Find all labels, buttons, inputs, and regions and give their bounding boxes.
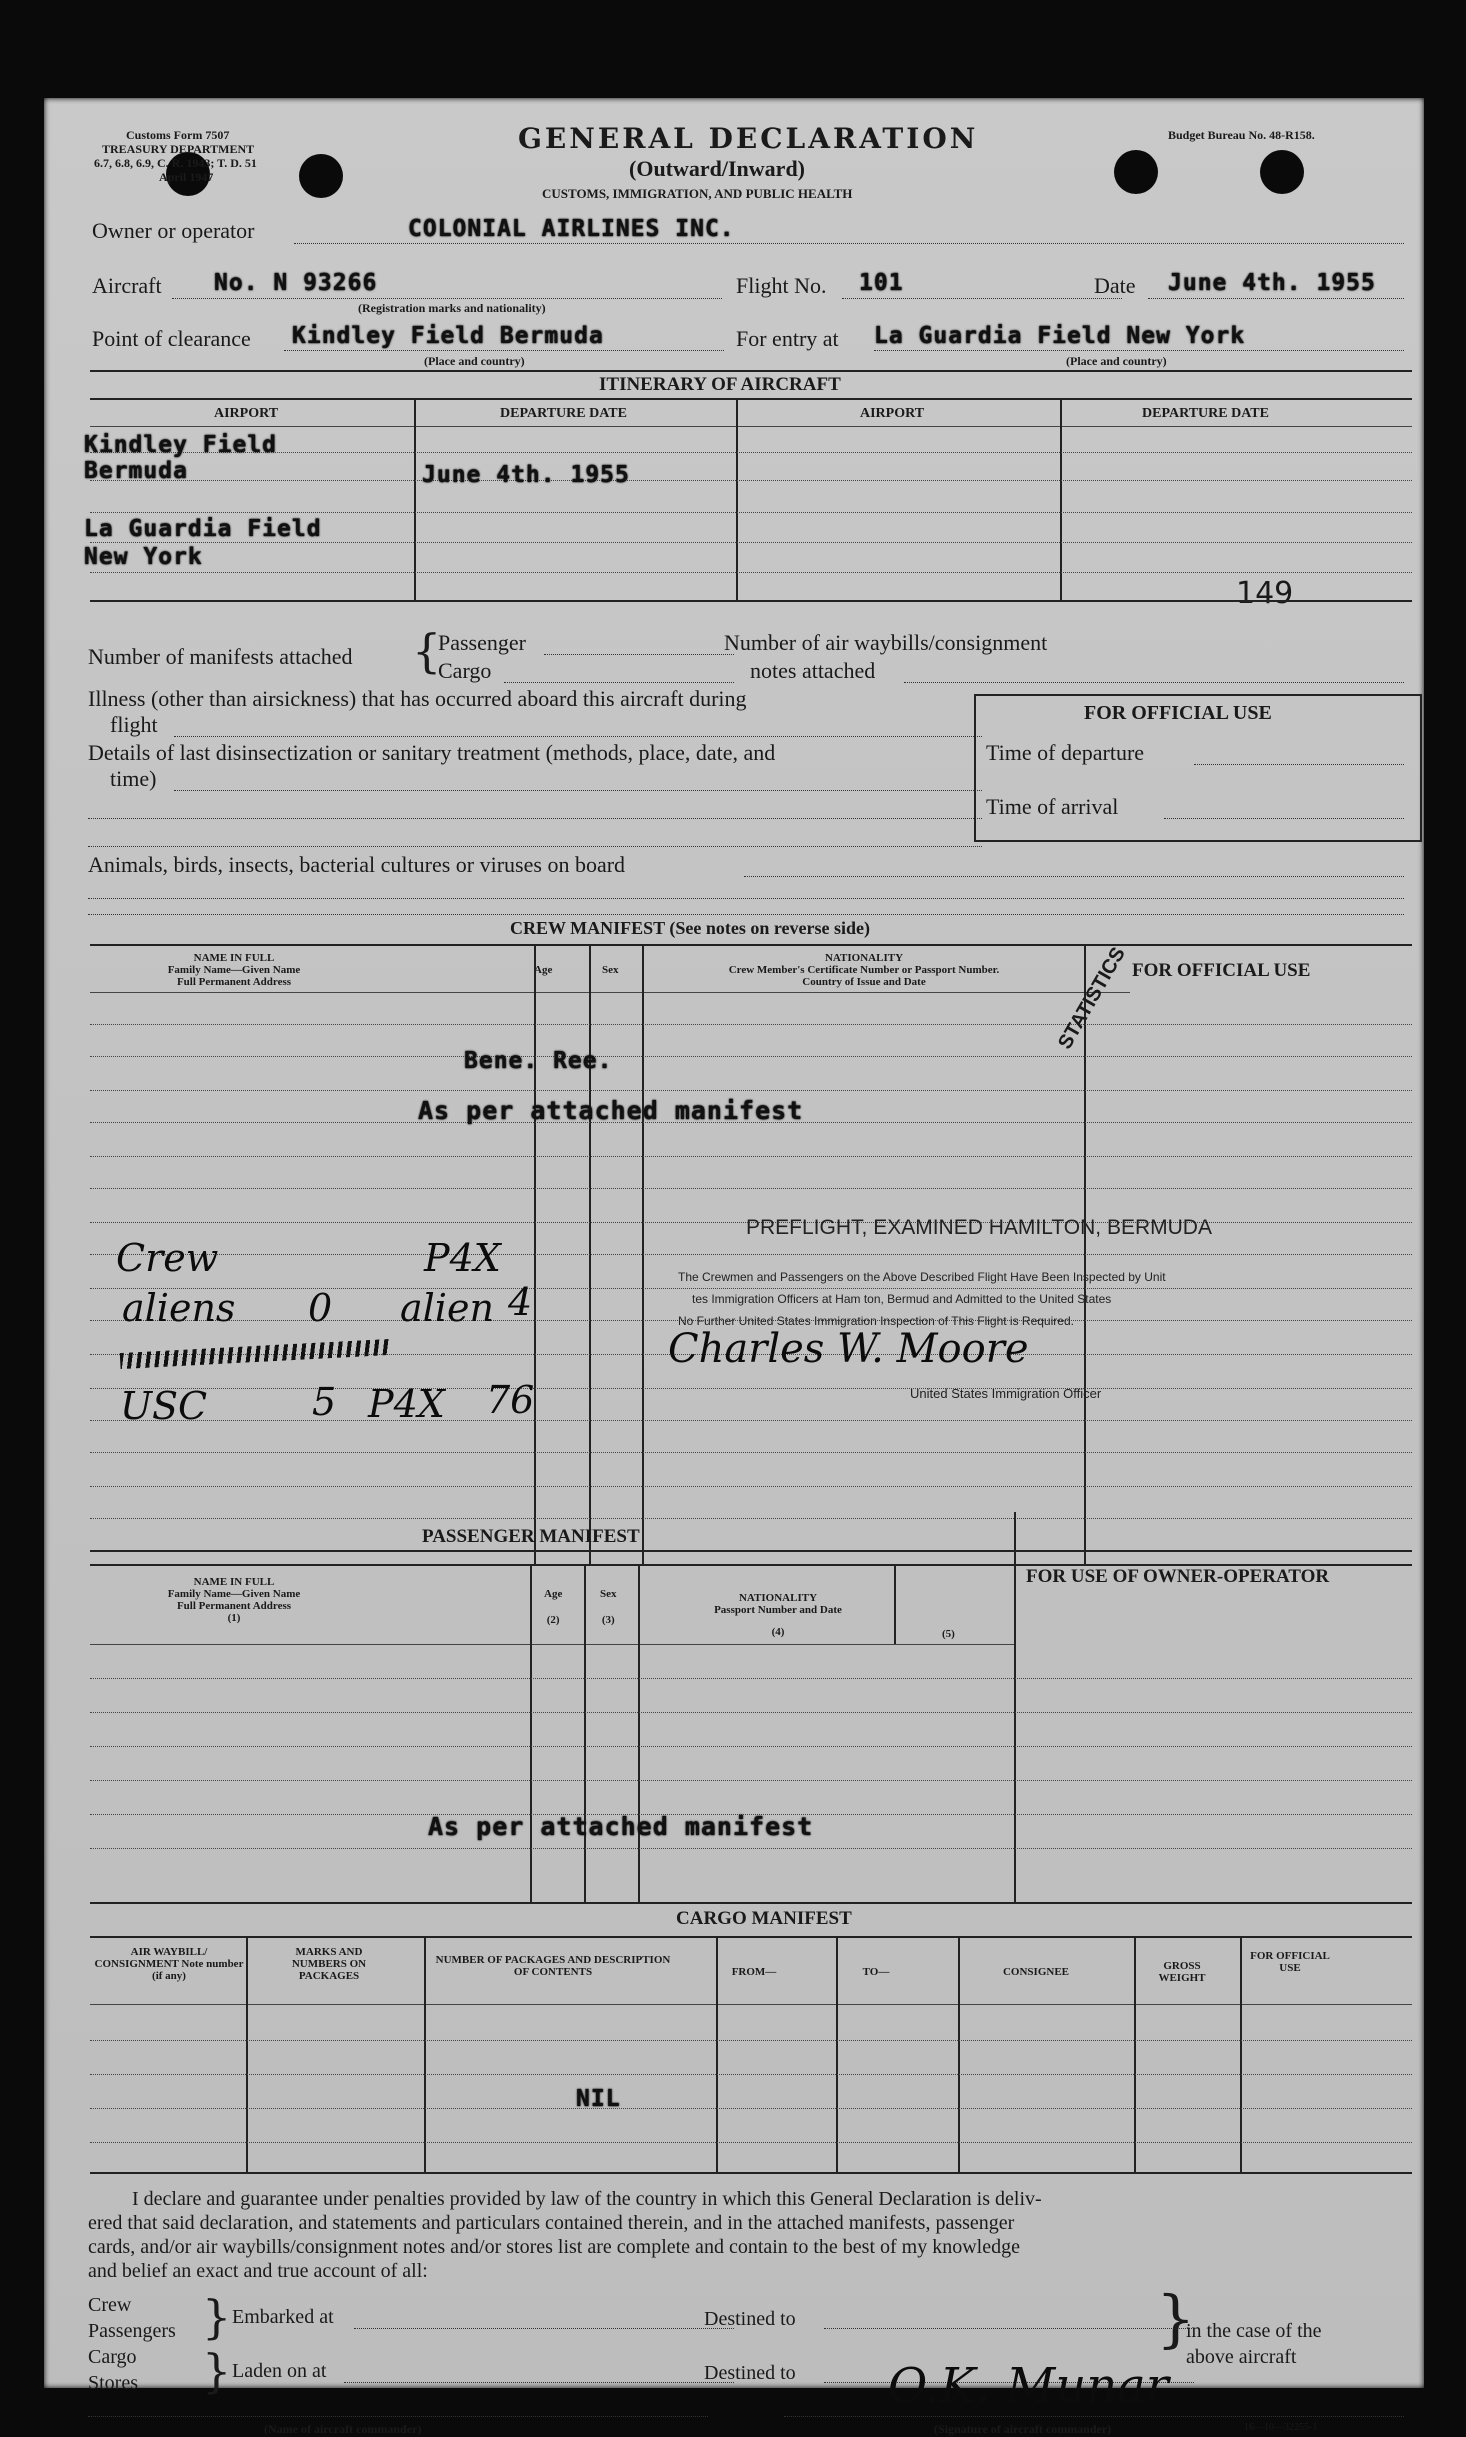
cargo-col-weight: GROSS WEIGHT [1158, 1960, 1206, 1984]
passengers-label: Passengers [88, 2320, 176, 2342]
budget-number: Budget Bureau No. 48-R158. [1168, 128, 1315, 142]
clearance-note: (Place and country) [424, 354, 525, 368]
illness-label-2: flight [110, 712, 158, 737]
commander-signature: O.K. Munar [888, 2358, 1169, 2414]
case-label-2: above aircraft [1186, 2346, 1297, 2368]
crew-official-use: FOR OFFICIAL USE [1132, 960, 1311, 981]
form-number: Customs Form 7507 [126, 128, 230, 142]
cargo-col-packages: NUMBER OF PACKAGES AND DESCRIPTION OF CONTENTS [435, 1954, 671, 1978]
date-label: Date [1094, 273, 1136, 298]
crew-typed-manifest: As per attached manifest [418, 1096, 804, 1125]
passenger-col-name: NAME IN FULL Family Name—Given Name Full Permanent Address (1) [167, 1576, 301, 1624]
declaration-text: and belief an exact and true account of all: [88, 2260, 428, 2282]
cargo-col-from: FROM— [731, 1966, 777, 1978]
itinerary-col: DEPARTURE DATE [1142, 406, 1269, 421]
itinerary-airport: Bermuda [84, 458, 188, 484]
itinerary-airport: Kindley Field [84, 432, 278, 458]
punch-hole [1260, 150, 1304, 194]
passenger-col-5: (5) [942, 1628, 955, 1640]
itinerary-col: AIRPORT [214, 406, 279, 421]
handwritten-note: Crew [116, 1236, 219, 1280]
itinerary-departure: June 4th. 1955 [422, 462, 630, 488]
passenger-manifest-title: PASSENGER MANIFEST [422, 1526, 640, 1547]
flight-value: 101 [859, 270, 904, 296]
cargo-col-to: TO— [862, 1966, 890, 1978]
cargo-manifest-title: CARGO MANIFEST [676, 1908, 852, 1929]
waybills-label: Number of air waybills/consignment [724, 630, 1048, 655]
owner-value: COLONIAL AIRLINES INC. [408, 216, 735, 242]
itinerary-airport: New York [84, 544, 203, 570]
passenger-col-age: Age (2) [544, 1588, 563, 1626]
time-arrival-label: Time of arrival [986, 794, 1119, 819]
waybills-label-2: notes attached [750, 658, 876, 683]
animals-label: Animals, birds, insects, bacterial cultures or viruses on board [88, 852, 626, 877]
laden-label: Laden on at [232, 2360, 327, 2382]
officer-label: United States Immigration Officer [910, 1386, 1102, 1401]
handwritten-note: aliens [122, 1286, 236, 1330]
handwritten-note: P4X [424, 1236, 501, 1280]
punch-hole [1114, 150, 1158, 194]
flight-label: Flight No. [736, 273, 827, 298]
date-value: June 4th. 1955 [1168, 270, 1376, 296]
disinsect-label: Details of last disinsectization or sanitary treatment (methods, place, date, and [88, 740, 776, 765]
entry-label: For entry at [736, 326, 839, 351]
illness-label: Illness (other than airsickness) that has occurred aboard this aircraft during [88, 686, 747, 711]
crew-manifest-title: CREW MANIFEST (See notes on reverse side) [510, 918, 870, 938]
handwritten-note: alien [400, 1286, 494, 1330]
cargo-col-official: FOR OFFICIAL USE [1250, 1950, 1330, 1974]
handwritten-note: 0 [308, 1286, 333, 1330]
disinsect-label-2: time) [110, 766, 157, 791]
itinerary-col: AIRPORT [860, 406, 925, 421]
stamp-line-3: No Further United States Immigration Inspection of This Flight is Required. [678, 1314, 1074, 1328]
stamp-line-2: tes Immigration Officers at Ham ton, Bermud and Admitted to the United States [692, 1292, 1112, 1306]
destined-label: Destined to [704, 2362, 796, 2384]
regulations: 6.7, 6.8, 6.9, C. R. 1943; T. D. 51 [94, 156, 257, 170]
stamp-number: 149 [1236, 576, 1294, 611]
declaration-text: I declare and guarantee under penalties provided by law of the country in which this General Declaration is deliv- [132, 2188, 1042, 2210]
entry-note: (Place and country) [1066, 354, 1167, 368]
passenger-col-sex: Sex (3) [600, 1588, 617, 1626]
handwritten-note: 5 [312, 1380, 337, 1424]
form-title: GENERAL DECLARATION [518, 122, 979, 155]
itinerary-col: DEPARTURE DATE [500, 406, 627, 421]
crew-typed-note: Bene. Ree. [464, 1048, 613, 1074]
cargo-col-waybill: AIR WAYBILL/ CONSIGNMENT Note number (if any) [94, 1946, 244, 1982]
cargo-label-decl: Cargo [88, 2346, 137, 2368]
stores-label: Stores [88, 2372, 138, 2394]
official-use-title: FOR OFFICIAL USE [1084, 702, 1272, 724]
embarked-label: Embarked at [232, 2306, 334, 2328]
commander-signature-label: (Signature of aircraft commander) [934, 2422, 1112, 2436]
entry-value: La Guardia Field New York [874, 323, 1246, 349]
aircraft-value: No. N 93266 [214, 270, 378, 296]
destined-label: Destined to [704, 2308, 796, 2330]
time-departure-label: Time of departure [986, 740, 1145, 765]
itinerary-title: ITINERARY OF AIRCRAFT [599, 374, 841, 395]
cargo-typed-nil: NIL [576, 2086, 621, 2112]
stamp-line-1: The Crewmen and Passengers on the Above Described Flight Have Been Inspected by Unit [678, 1270, 1166, 1284]
declaration-form: Customs Form 7507 TREASURY DEPARTMENT 6.7, 6.8, 6.9, C. R. 1943; T. D. 51 April 1947 GENERAL DECLARATION (Outward/Inward) CUSTOMS, IMMIGRATION, AND PUBLIC HEALTH Budget Bureau No. 48-R158. Owner or operator COLONIAL AIRLINES INC. Aircraft No. N 93266 (Registration marks and nationality) Flight No. 101 Date June 4th. 1955 Point of clearance Kindley Field Bermuda (Place and country) For entry at La Guardia Field New York (Place and country) ITINERARY OF AIRCRAFT AIRPORT DEPARTURE DATE AIRPORT DEPARTURE DATE Kindley Field Bermuda June 4th. 1955 La Guardia Field New York 149 Number of manifests attached { Passenger Cargo Number of air waybills/consignment notes attached Illness (other than airsickness) that has occurred aboard this aircraft during flight Details of last disinsectization or sanitary treatment (methods, place, date, and time) FOR OFFICIAL USE Time of departure Time of arrival Animals, birds, insects, bacterial cultures or viruses on board CREW MANIFEST (See notes on reverse side) NAME IN FULL Family Name—Given Name Full Permanent Address Age Sex NATIONALITY Crew Member's Certificate Number or Passport Number. Country of Issue and Date FOR OFFICIAL USE Bene. Ree. As per attached manifest STATISTICS PREFLIGHT, EXAMINED HAMILTON, BERMUDA The Crewmen and Passengers on the Above Described Flight Have Been Inspected by Unit tes Immigration Officers at Ham ton, Bermud and Admitted to the United States No Further United States Immigration Inspection of This Flight is Required. Charles W. Moore United States Immigration Officer Crew P4X aliens 0 alien 4 USC 5 P4X 76 PASSENGER MANIFEST NAME IN FULL Family Name—Given Name Full Permanent Address (1) Age (2) Sex (3) NATIONALITY Passport Number and Date (4) (5) FOR USE OF OWNER-OPERATOR As per attached manifest CARGO MANIFEST AIR WAYBILL/ CONSIGNMENT Note number (if any) MARKS AND NUMBERS ON PACKAGES NUMBER OF PACKAGES AND DESCRIPTION OF CONTENTS FROM— TO— CONSIGNEE GROSS WEIGHT FOR OFFICIAL USE NIL I declare and guarantee under penalties provided by law of the country in which this General Declaration is deliv- ered that said declaration, and statements and particulars contained therein, and in the attached manifests, passenger cards, and/or air waybills/consignment notes and/or stores list are complete and contain to the best of my knowledge and belief an exact and true account of all: Crew Passengers Cargo Stores } } Embarked at Laden on at Destined to Destined to } in the case of the above aircraft O.K. Munar (Name of aircraft commander) (Signature of aircraft commander) 16—10—32255-1 [44, 98, 1424, 2388]
cargo-label: Cargo [438, 658, 492, 683]
punch-hole [299, 154, 343, 198]
aircraft-note: (Registration marks and nationality) [358, 301, 546, 315]
form-subheading: CUSTOMS, IMMIGRATION, AND PUBLIC HEALTH [542, 186, 853, 201]
statistics-stamp: STATISTICS [1054, 943, 1130, 1053]
form-subtitle: (Outward/Inward) [629, 156, 806, 181]
print-code: 16—10—32255-1 [1244, 2422, 1318, 2433]
declaration-text: cards, and/or air waybills/consignment notes and/or stores list are complete and contain to the best of my knowledge [88, 2236, 1020, 2258]
clearance-value: Kindley Field Bermuda [292, 323, 604, 349]
scribble-mark [120, 1339, 390, 1369]
department: TREASURY DEPARTMENT [102, 142, 255, 156]
aircraft-label: Aircraft [92, 273, 162, 298]
officer-signature: Charles W. Moore [668, 1326, 1029, 1372]
handwritten-note: 4 [508, 1280, 533, 1324]
itinerary-airport: La Guardia Field [84, 516, 322, 542]
cargo-col-consignee: CONSIGNEE [1002, 1966, 1070, 1978]
crew-col-sex: Sex [602, 964, 619, 976]
crew-col-name: NAME IN FULL Family Name—Given Name Full Permanent Address [167, 952, 301, 988]
crew-label: Crew [88, 2294, 132, 2316]
owner-operator-use: FOR USE OF OWNER-OPERATOR [1026, 1566, 1330, 1587]
case-label: in the case of the [1186, 2320, 1322, 2342]
preflight-stamp: PREFLIGHT, EXAMINED HAMILTON, BERMUDA [746, 1216, 1212, 1239]
crew-col-age: Age [534, 964, 553, 976]
passenger-typed-manifest: As per attached manifest [428, 1812, 814, 1841]
passenger-label: Passenger [438, 630, 526, 655]
owner-label: Owner or operator [92, 218, 255, 243]
cargo-col-marks: MARKS AND NUMBERS ON PACKAGES [291, 1946, 367, 1982]
handwritten-note: 76 [486, 1378, 535, 1422]
declaration-text: ered that said declaration, and statements and particulars contained therein, and in the attached manifests, passenger [88, 2212, 1015, 2234]
handwritten-note: USC [120, 1384, 208, 1428]
crew-col-nationality: NATIONALITY Crew Member's Certificate Number or Passport Number. Country of Issue and Date [728, 952, 1000, 988]
handwritten-note: P4X [368, 1382, 445, 1426]
form-date: April 1947 [159, 170, 214, 184]
clearance-label: Point of clearance [92, 326, 251, 351]
passenger-col-nationality: NATIONALITY Passport Number and Date (4) [714, 1592, 842, 1638]
manifests-count-label: Number of manifests attached [88, 644, 353, 669]
commander-name-label: (Name of aircraft commander) [264, 2422, 422, 2436]
